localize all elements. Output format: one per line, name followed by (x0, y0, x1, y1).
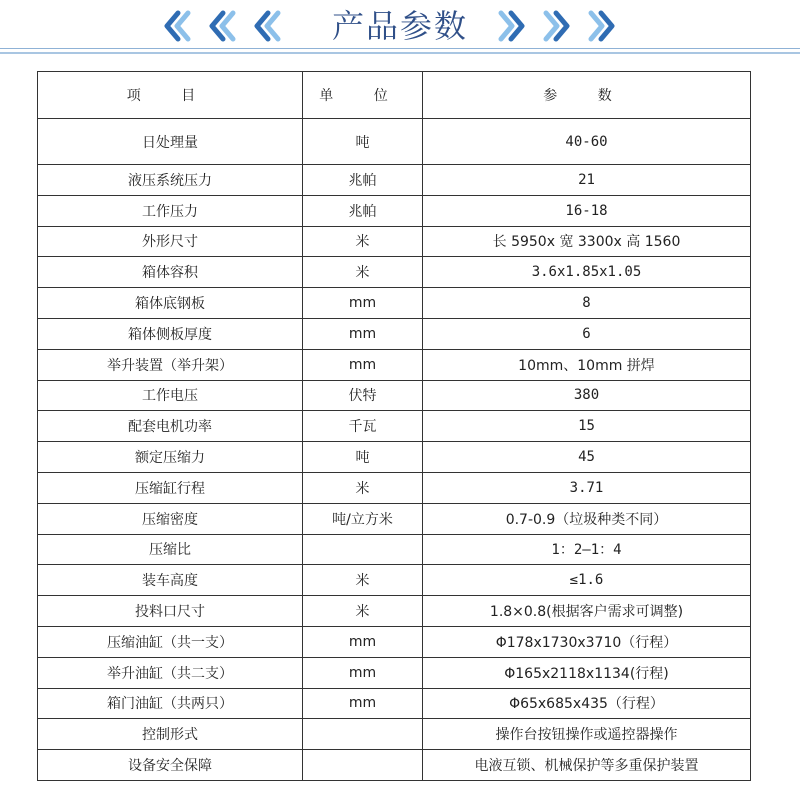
table-row (38, 565, 751, 596)
cell-value: Φ178x1730x3710（行程） (423, 626, 751, 657)
table-row (38, 226, 751, 257)
cell-item: 举升装置（举升架） (38, 349, 303, 380)
cell-value: 380 (423, 380, 751, 411)
table-row (38, 411, 751, 442)
cell-unit: 米 (303, 565, 423, 596)
table-row (38, 534, 751, 565)
table-row (38, 596, 751, 627)
cell-unit: mm (303, 626, 423, 657)
table-row (38, 442, 751, 473)
table-row (38, 719, 751, 750)
cell-unit: 吨 (303, 442, 423, 473)
cell-item: 箱体底钢板 (38, 288, 303, 319)
cell-value: 40-60 (423, 119, 751, 165)
cell-unit: mm (303, 318, 423, 349)
cell-unit: 米 (303, 257, 423, 288)
cell-item: 设备安全保障 (38, 750, 303, 781)
column-header-value: 参 数 (423, 72, 751, 119)
table-row (38, 380, 751, 411)
header-divider (0, 48, 800, 49)
cell-unit: 伏特 (303, 380, 423, 411)
table-row (38, 349, 751, 380)
cell-item: 投料口尺寸 (38, 596, 303, 627)
cell-item: 外形尺寸 (38, 226, 303, 257)
cell-unit: 吨 (303, 119, 423, 165)
cell-item: 压缩缸行程 (38, 472, 303, 503)
cell-item: 控制形式 (38, 719, 303, 750)
cell-item: 装车高度 (38, 565, 303, 596)
cell-unit (303, 719, 423, 750)
cell-value: 21 (423, 165, 751, 196)
cell-unit (303, 750, 423, 781)
cell-unit: 米 (303, 472, 423, 503)
cell-item: 压缩油缸（共一支） (38, 626, 303, 657)
table-row (38, 288, 751, 319)
header-divider-secondary (0, 52, 800, 54)
cell-value: 0.7-0.9（垃圾种类不同） (423, 503, 751, 534)
table-body (38, 119, 751, 781)
table-row (38, 688, 751, 719)
cell-value: Φ165x2118x1134(行程) (423, 657, 751, 688)
cell-value: 1：2—1：4 (423, 534, 751, 565)
table-row (38, 750, 751, 781)
cell-unit: mm (303, 349, 423, 380)
cell-item: 箱体容积 (38, 257, 303, 288)
column-header-item: 项 目 (38, 72, 303, 119)
table-row (38, 119, 751, 165)
cell-unit: mm (303, 288, 423, 319)
page-title: 产品参数 (331, 7, 468, 45)
cell-unit: mm (303, 688, 423, 719)
column-header-unit: 单 位 (303, 72, 423, 119)
cell-item: 压缩密度 (38, 503, 303, 534)
table-row (38, 257, 751, 288)
cell-value: 电液互锁、机械保护等多重保护装置 (423, 750, 751, 781)
cell-item: 压缩比 (38, 534, 303, 565)
cell-value: ≤1.6 (423, 565, 751, 596)
table-row (38, 165, 751, 196)
table-row (38, 195, 751, 226)
table-header-row (38, 72, 751, 119)
cell-unit (303, 534, 423, 565)
table-row (38, 472, 751, 503)
cell-value: 1.8×0.8(根据客户需求可调整) (423, 596, 751, 627)
cell-unit: mm (303, 657, 423, 688)
cell-item: 配套电机功率 (38, 411, 303, 442)
spec-table (37, 71, 751, 781)
cell-value: 3.71 (423, 472, 751, 503)
cell-item: 工作压力 (38, 195, 303, 226)
cell-unit: 吨/立方米 (303, 503, 423, 534)
cell-value: 8 (423, 288, 751, 319)
cell-item: 箱体侧板厚度 (38, 318, 303, 349)
cell-item: 额定压缩力 (38, 442, 303, 473)
cell-unit: 米 (303, 226, 423, 257)
cell-value: 操作台按钮操作或遥控器操作 (423, 719, 751, 750)
table-row (38, 318, 751, 349)
cell-value: 16-18 (423, 195, 751, 226)
cell-unit: 兆帕 (303, 195, 423, 226)
cell-item: 举升油缸（共二支） (38, 657, 303, 688)
section-header (0, 0, 800, 56)
cell-value: 10mm、10mm 拼焊 (423, 349, 751, 380)
cell-value: 长 5950x 宽 3300x 高 1560 (423, 226, 751, 257)
cell-value: Φ65x685x435（行程） (423, 688, 751, 719)
cell-value: 45 (423, 442, 751, 473)
table-row (38, 626, 751, 657)
cell-value: 15 (423, 411, 751, 442)
cell-unit: 米 (303, 596, 423, 627)
cell-value: 6 (423, 318, 751, 349)
cell-item: 工作电压 (38, 380, 303, 411)
cell-unit: 千瓦 (303, 411, 423, 442)
cell-unit: 兆帕 (303, 165, 423, 196)
table-row (38, 503, 751, 534)
double-chevron-right-icon (493, 8, 643, 44)
cell-item: 液压系统压力 (38, 165, 303, 196)
cell-item: 日处理量 (38, 119, 303, 165)
cell-value: 3.6x1.85x1.05 (423, 257, 751, 288)
cell-item: 箱门油缸（共两只） (38, 688, 303, 719)
table-row (38, 657, 751, 688)
